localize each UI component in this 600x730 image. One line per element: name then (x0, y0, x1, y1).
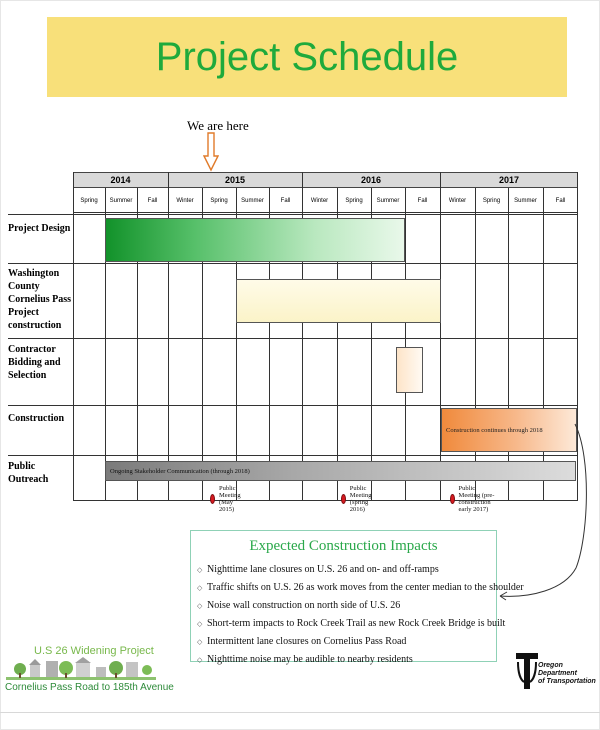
down-arrow-icon (203, 132, 219, 172)
meeting-dot-icon (341, 494, 346, 504)
season-cell: Winter (310, 198, 329, 204)
grid-line (8, 263, 578, 264)
page-title: Project Schedule (155, 34, 459, 79)
season-cell: Fall (280, 198, 291, 204)
impact-item: ◇ Noise wall construction on north side of U.S. 26 (197, 597, 524, 615)
bullet-icon: ◇ (197, 602, 203, 610)
project-logo-subtitle: Cornelius Pass Road to 185th Avenue (5, 682, 174, 693)
impact-item: ◇ Intermittent lane closures on Cornelius Pass Road (197, 633, 524, 651)
meeting-label: Public Meeting (spring 2016) (349, 485, 372, 513)
impacts-list (197, 561, 524, 669)
season-cell: Spring (80, 198, 98, 204)
season-cell: Spring (482, 198, 501, 204)
row-label-public-outreach: Public Outreach (8, 461, 49, 485)
public-meeting-2015 (210, 485, 246, 513)
meeting-label: Public Meeting (May 2015) (218, 485, 241, 513)
impact-item: ◇ Nighttime noise may be audible to nearby residents (197, 651, 524, 669)
bottom-divider (0, 712, 600, 713)
season-cell: Summer (109, 198, 133, 204)
meeting-dot-icon (210, 494, 215, 504)
row-label-project-design: Project Design (8, 223, 71, 234)
season-cell: Winter (176, 198, 194, 204)
season-cell: Summer (241, 198, 264, 204)
season-cell: Spring (210, 198, 228, 204)
year-cell: 2014 (110, 175, 131, 185)
year-cell: 2016 (360, 175, 382, 185)
season-cell: Fall (147, 198, 158, 204)
row-label-wcc-construction: Washington County Cornelius Pass Project construction (8, 268, 72, 331)
meeting-dot-icon (450, 494, 455, 504)
project-logo-title: U.S 26 Widening Project (34, 645, 154, 657)
bullet-icon: ◇ (197, 620, 203, 628)
construction-bar-label: Construction continues through 2018 (446, 426, 543, 434)
grid-line (73, 212, 578, 213)
bullet-icon: ◇ (197, 656, 203, 664)
project-design-bar (105, 218, 405, 262)
title-banner (47, 17, 567, 97)
year-header-row (73, 172, 578, 188)
public-meeting-2016 (341, 485, 377, 513)
odot-logo-text: Oregon Department of Transportation (538, 662, 596, 685)
row-label-construction: Construction (8, 413, 65, 424)
bullet-icon: ◇ (197, 584, 203, 592)
grid-line (475, 188, 476, 500)
grid-line (8, 214, 578, 215)
odot-logo-icon (515, 652, 539, 692)
public-outreach-bar-label: Ongoing Stakeholder Communication (through 2018) (110, 467, 250, 475)
bullet-icon: ◇ (197, 566, 203, 574)
grid-line (8, 338, 578, 339)
season-cell: Summer (514, 198, 537, 204)
season-cell: Summer (376, 198, 400, 204)
contractor-bidding-bar (396, 347, 423, 393)
impact-item: ◇ Traffic shifts on U.S. 26 as work moves from the center median to the shoulder (197, 579, 524, 597)
year-cell: 2015 (224, 175, 246, 185)
town-skyline-icon (6, 655, 156, 681)
grid-line (8, 405, 578, 406)
season-cell: Winter (448, 198, 467, 204)
wcc-construction-bar (236, 279, 441, 323)
row-label-contractor-bidding: Contractor Bidding and Selection (8, 344, 61, 381)
impact-item: ◇ Nighttime lane closures on U.S. 26 and on- and off-ramps (197, 561, 524, 579)
season-cell: Fall (417, 198, 428, 204)
bullet-icon: ◇ (197, 638, 203, 646)
impact-item: ◇ Short-term impacts to Rock Creek Trail as new Rock Creek Bridge is built (197, 615, 524, 633)
impacts-box (190, 530, 524, 665)
season-cell: Spring (345, 198, 363, 204)
meeting-label: Public Meeting (pre-construction early 2017) (458, 485, 495, 513)
grid-line (405, 188, 406, 500)
year-cell: 2017 (498, 175, 520, 185)
we-are-here-label: We are here (187, 118, 249, 133)
impacts-title: Expected Construction Impacts (249, 538, 438, 554)
season-cell: Fall (555, 198, 566, 204)
